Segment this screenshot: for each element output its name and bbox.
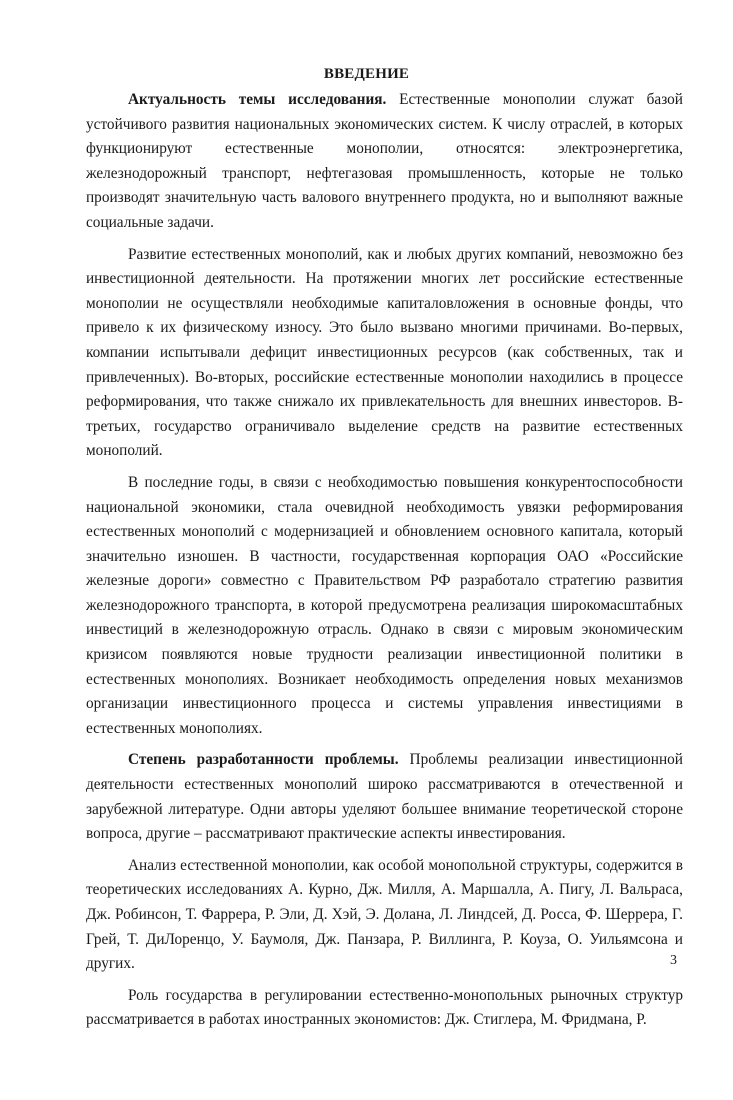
paragraph-lead: Актуальность темы исследования. [128, 91, 387, 108]
body-text [86, 88, 683, 1040]
paragraph-recent-years [86, 471, 683, 742]
paragraph-text: Анализ естественной монополии, как особой монопольной структуры, содержится в теоретических исследованиях А. Курно, Дж. Милля, А. Маршалла, А. Пигу, Л. Вальраса, Дж. Робинсон, Т. Фаррера, Р. Эли, Д. Хэй, Э. Долана, Л. Линдсей, Д. Росса, Ф. Шеррера, Г. Грей, Т. ДиЛоренцо, У. Баумоля, Дж. Панзара, Р. Виллинга, Р. Коуза, О. Уильямсона и других. [86, 856, 683, 973]
paragraph-text: В последние годы, в связи с необходимостью повышения конкурентоспособности национальной экономики, стала очевидной необходимость увязки реформирования естественных монополий с модернизацией и обновлением основного капитала, который значительно изношен. В частности, государственная корпорация ОАО «Российские железные дороги» совместно с Правительством РФ разработало стратегию развития железнодорожного транспорта, в которой предусмотрена реализация широкомасштабных инвестиций в железнодорожную отрасль. Однако в связи с мировым экономическим кризисом появляются новые трудности реализации инвестиционной политики в естественных монополиях. Возникает необходимость определения новых механизмов организации инвестиционного процесса и системы управления инвестициями в естественных монополиях. [86, 473, 683, 737]
page-title: ВВЕДЕНИЕ [323, 66, 410, 82]
paragraph-text: Проблемы реализации инвестиционной деятельности естественных монополий широко рассматриваются в отечественной и зарубежной литературе. Одни авторы уделяют большее внимание теоретической стороне вопроса, другие – рассматривают практические аспекты инвестирования. [86, 751, 683, 843]
paragraph-analysis [86, 854, 683, 977]
paragraph-state-role [86, 984, 683, 1033]
paragraph-degree [86, 748, 683, 846]
paragraph-text: Роль государства в регулировании естественно-монопольных рыночных структур рассматривается в работах иностранных экономистов: Дж. Стиглера, М. Фридмана, Р. [86, 986, 683, 1029]
paragraph-text: Развитие естественных монополий, как и любых других компаний, невозможно без инвестиционной деятельности. На протяжении многих лет российские естественные монополии не осуществляли необходимые капиталовложения в основные фонды, что привело к их физическому износу. Это было вызвано многими причинами. Во-первых, компании испытывали дефицит инвестиционных ресурсов (как собственных, так и привлеченных). Во-вторых, российские естественные монополии находились в процессе реформирования, что также снижало их привлекательность для внешних инвесторов. В-третьих, государство ограничивало выделение средств на развитие естественных монополий. [86, 245, 683, 460]
paragraph-lead: Степень разработанности проблемы. [128, 751, 399, 769]
paragraph-relevance [86, 88, 683, 236]
paragraph-text: Естественные монополии служат базой устойчивого развития национальных экономических систем. К числу отраслей, в которых функционируют естественные монополии, относятся: электроэнергетика, железнодорожный транспорт, нефтегазовая промышленность, которые не только производят значительную часть валового внутреннего продукта, но и выполняют важные социальные задачи. [86, 91, 683, 231]
paragraph-investment [86, 243, 683, 464]
page-number: 3 [670, 953, 677, 968]
